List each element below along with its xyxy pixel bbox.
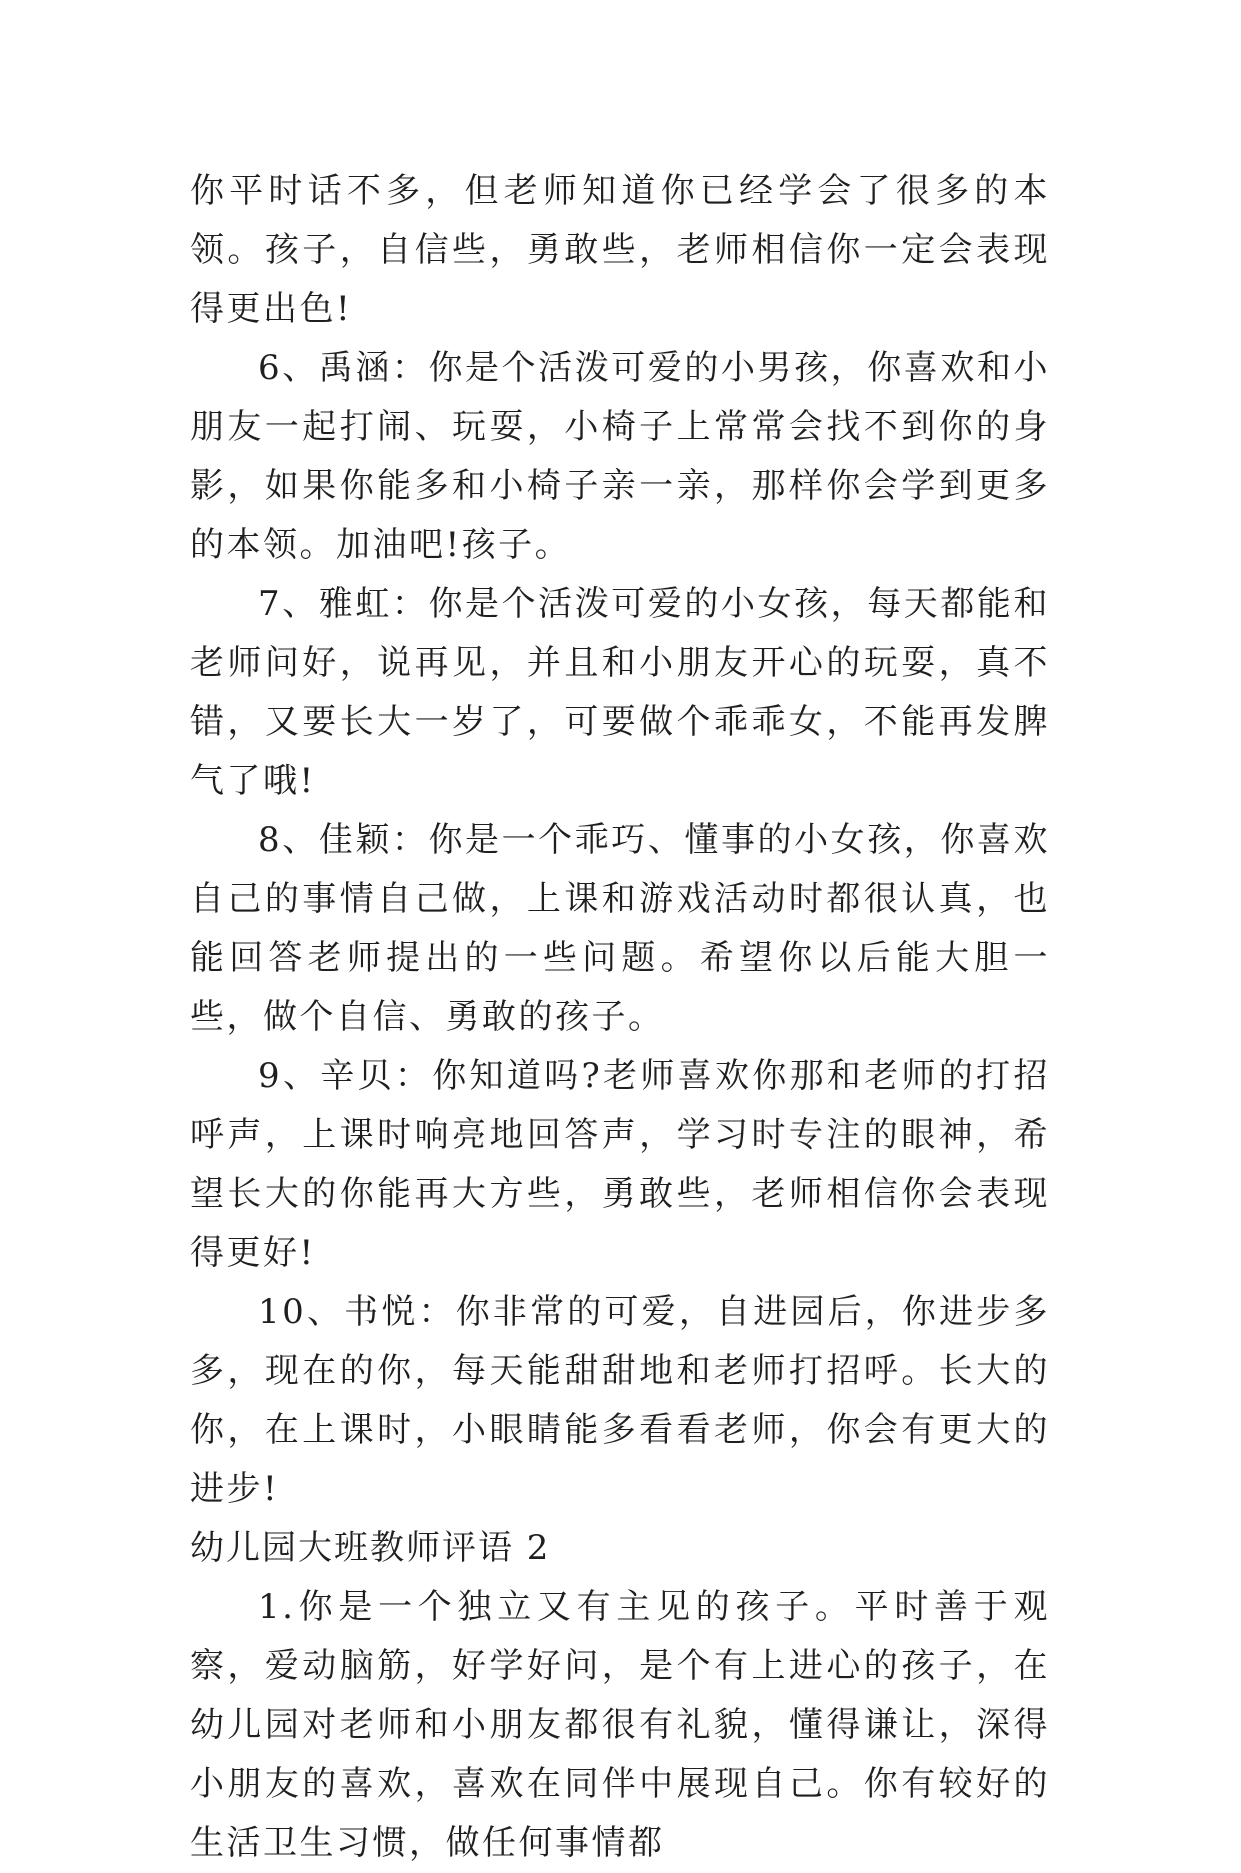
- comment-7-yahong: 7、雅虹：你是个活泼可爱的小女孩，每天都能和老师问好，说再见，并且和小朋友开心的玩耍，真不错，又要长大一岁了，可要做个乖乖女，不能再发脾气了哦!: [190, 584, 1050, 801]
- comment-9-xinbei: 9、辛贝：你知道吗?老师喜欢你那和老师的打招呼声，上课时响亮地回答声，学习时专注的眼神，希望长大的你能再大方些，勇敢些，老师相信你会表现得更好!: [190, 1056, 1050, 1273]
- document-body: [190, 162, 1050, 1873]
- section-heading: 幼儿园大班教师评语 2: [190, 1528, 551, 1568]
- comment-section2-1: 1.你是一个独立又有主见的孩子。平时善于观察，爱动脑筋，好学好问，是个有上进心的孩子，在幼儿园对老师和小朋友都很有礼貌，懂得谦让，深得小朋友的喜欢，喜欢在同伴中展现自己。你有较好的生活卫生习惯，做任何事情都: [190, 1587, 1050, 1863]
- paragraph-continuation: 你平时话不多，但老师知道你已经学会了很多的本领。孩子，自信些，勇敢些，老师相信你一定会表现得更出色!: [190, 171, 1050, 329]
- comment-6-yuhan: 6、禹涵：你是个活泼可爱的小男孩，你喜欢和小朋友一起打闹、玩耍，小椅子上常常会找不到你的身影，如果你能多和小椅子亲一亲，那样你会学到更多的本领。加油吧!孩子。: [190, 348, 1050, 565]
- comment-10-shuyue: 10、书悦：你非常的可爱，自进园后，你进步多多，现在的你，每天能甜甜地和老师打招呼。长大的你，在上课时，小眼睛能多看看老师，你会有更大的进步!: [190, 1292, 1050, 1509]
- comment-8-jiaying: 8、佳颖：你是一个乖巧、懂事的小女孩，你喜欢自己的事情自己做，上课和游戏活动时都很认真，也能回答老师提出的一些问题。希望你以后能大胆一些，做个自信、勇敢的孩子。: [190, 820, 1050, 1037]
